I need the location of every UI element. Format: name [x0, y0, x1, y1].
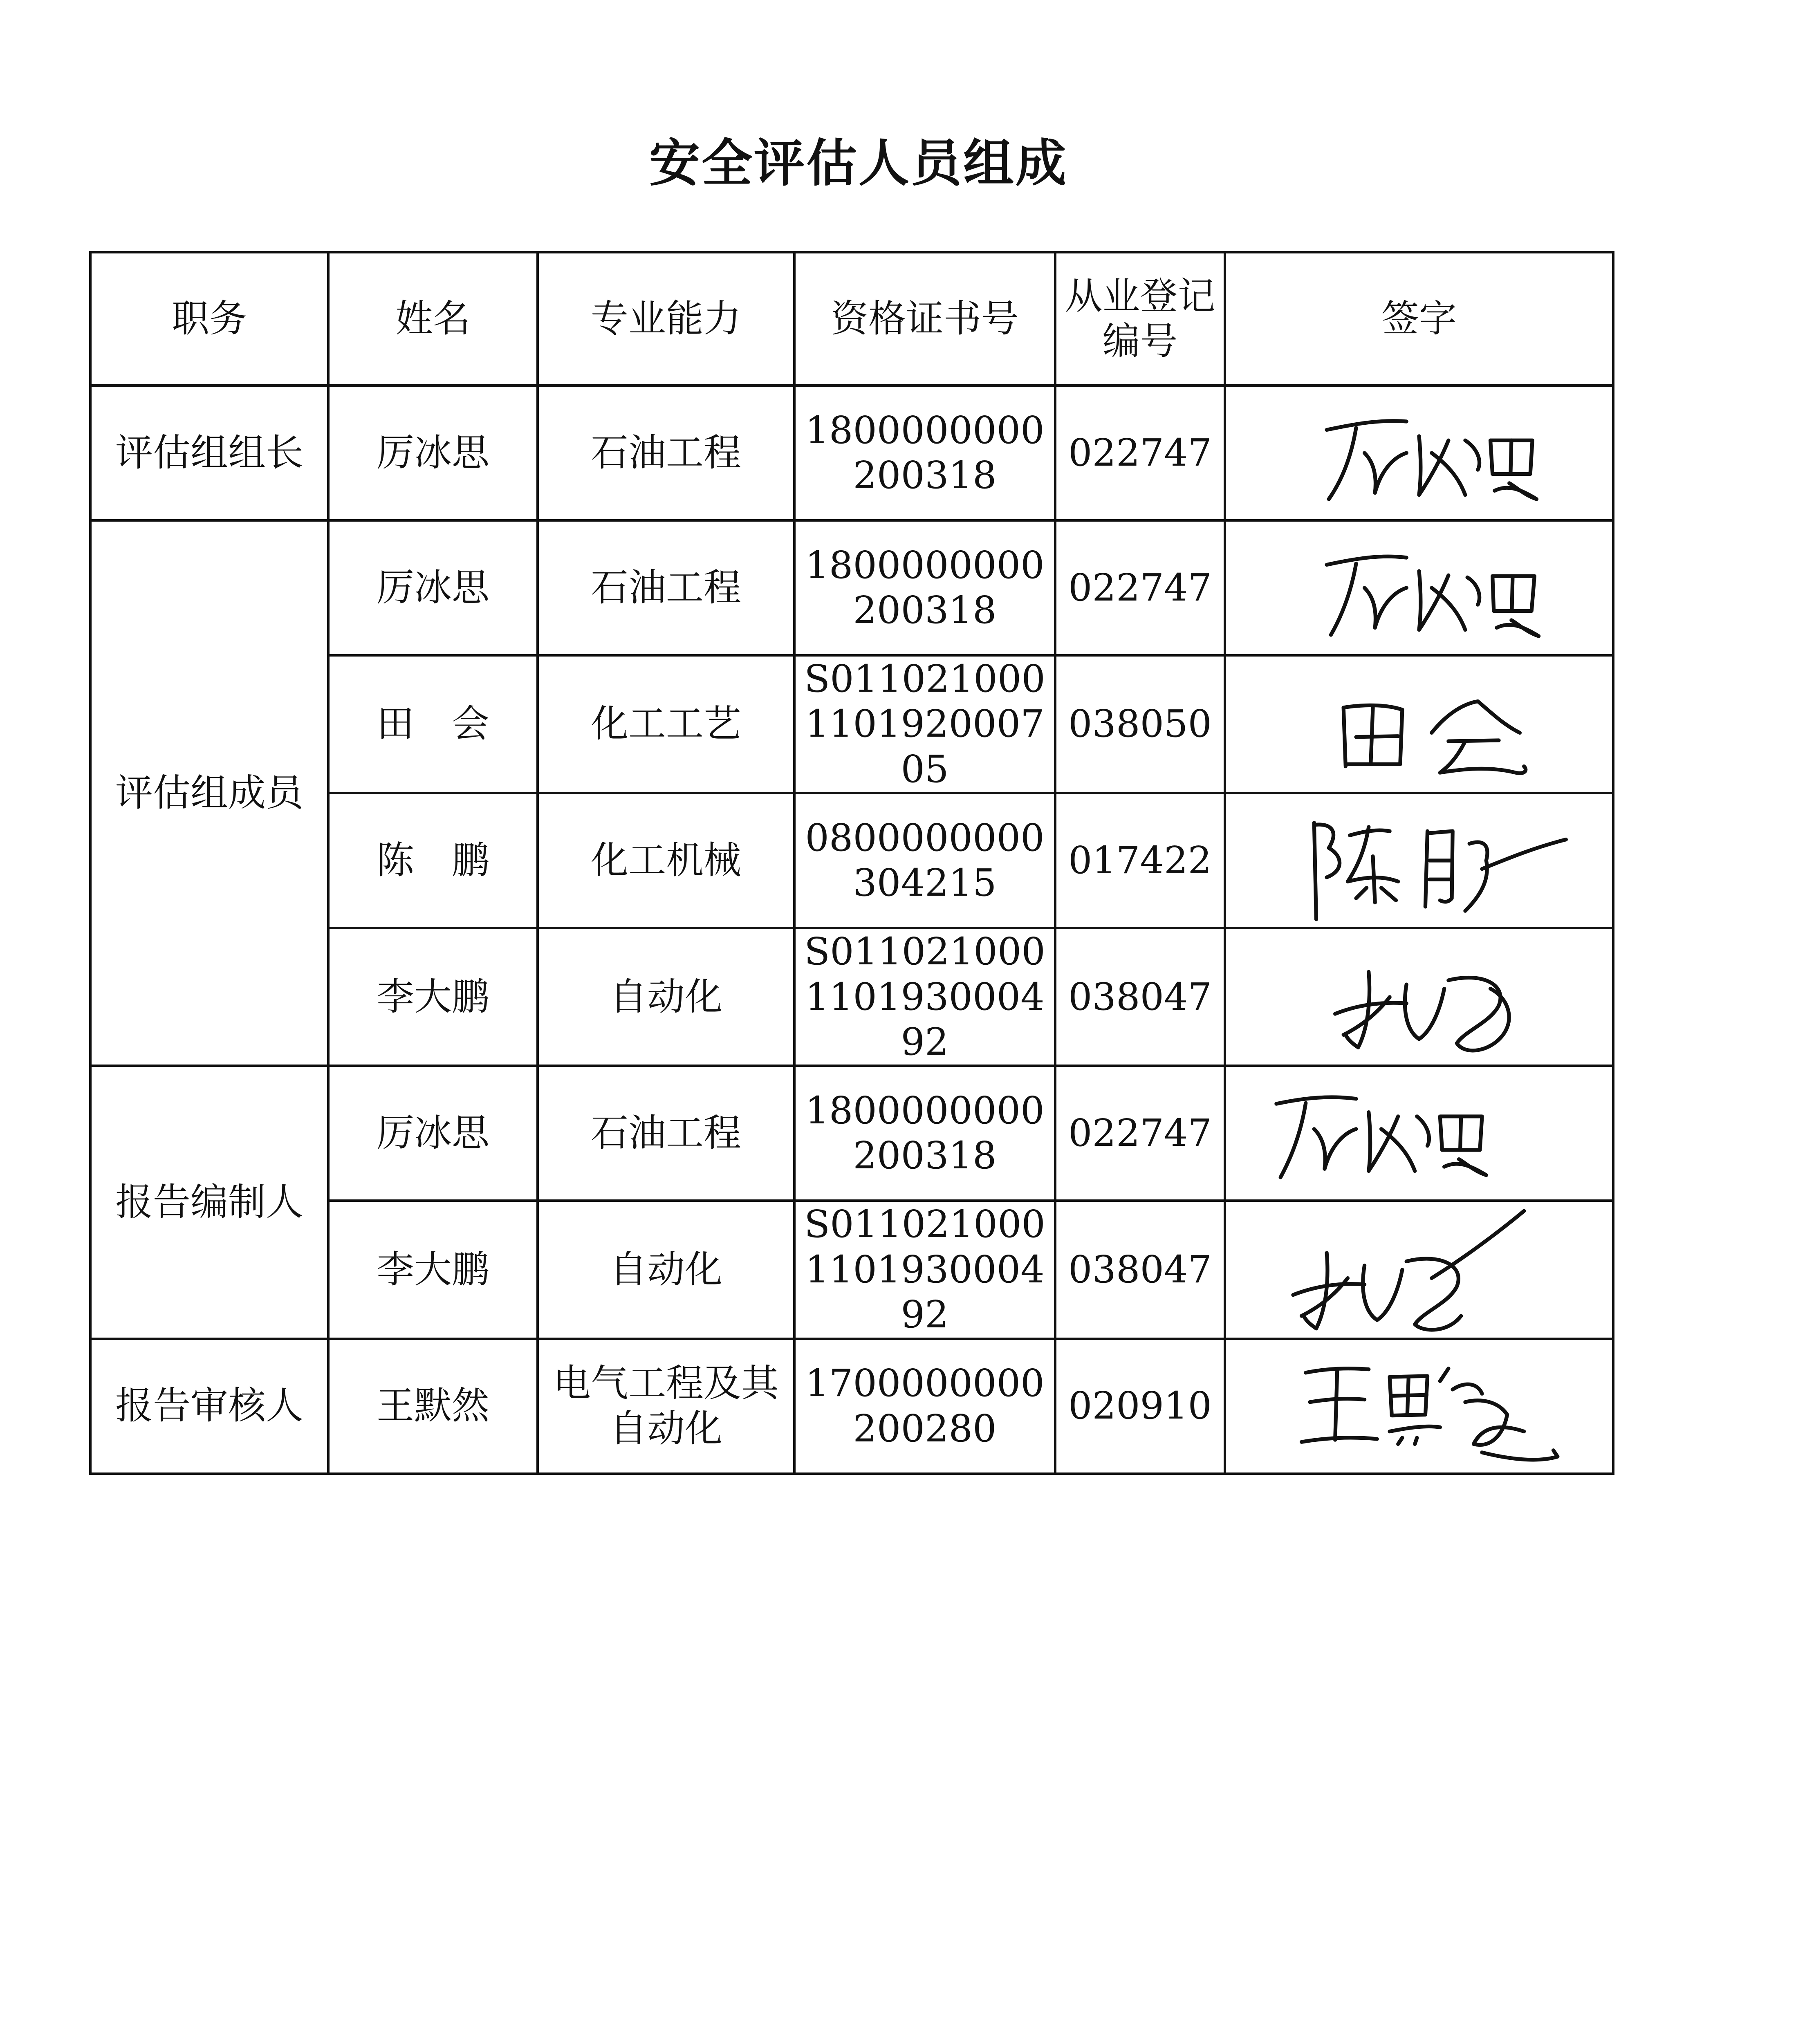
signature-image — [1230, 390, 1608, 516]
name-cell: 王默然 — [328, 1339, 538, 1474]
signature-image — [1230, 1070, 1608, 1197]
name-cell: 田 会 — [328, 655, 538, 793]
name-cell: 厉冰思 — [328, 385, 538, 520]
certificate-cell: 1800000000200318 — [794, 1066, 1055, 1201]
name-cell: 厉冰思 — [328, 1066, 538, 1201]
signature-cell — [1225, 655, 1613, 793]
header-role: 职务 — [90, 252, 328, 385]
signature-cell — [1225, 1066, 1613, 1201]
specialty-cell: 石油工程 — [538, 385, 794, 520]
signature-cell — [1225, 793, 1613, 928]
certificate-cell: 1700000000200280 — [794, 1339, 1055, 1474]
registration-cell: 022747 — [1055, 1066, 1225, 1201]
registration-cell: 022747 — [1055, 520, 1225, 655]
signature-image — [1230, 1206, 1608, 1333]
header-registration: 从业登记编号 — [1055, 252, 1225, 385]
registration-cell: 022747 — [1055, 385, 1225, 520]
signature-image — [1230, 934, 1608, 1060]
name-cell: 陈 鹏 — [328, 793, 538, 928]
name-cell: 厉冰思 — [328, 520, 538, 655]
registration-cell: 020910 — [1055, 1339, 1225, 1474]
specialty-cell: 电气工程及其自动化 — [538, 1339, 794, 1474]
table-row — [90, 520, 1613, 655]
table-row — [90, 1066, 1613, 1201]
header-row — [90, 252, 1613, 385]
header-specialty: 专业能力 — [538, 252, 794, 385]
certificate-cell: 0800000000304215 — [794, 793, 1055, 928]
role-cell: 评估组成员 — [90, 520, 328, 1066]
specialty-cell: 石油工程 — [538, 520, 794, 655]
certificate-cell: 1800000000200318 — [794, 520, 1055, 655]
registration-cell: 017422 — [1055, 793, 1225, 928]
signature-image — [1230, 797, 1608, 924]
role-cell: 报告审核人 — [90, 1339, 328, 1474]
name-cell: 李大鹏 — [328, 1201, 538, 1338]
table-row — [90, 385, 1613, 520]
registration-cell: 038047 — [1055, 928, 1225, 1066]
specialty-cell: 自动化 — [538, 928, 794, 1066]
signature-image — [1230, 661, 1608, 788]
signature-cell — [1225, 520, 1613, 655]
specialty-cell: 化工工艺 — [538, 655, 794, 793]
signature-image — [1230, 1343, 1608, 1470]
registration-cell: 038047 — [1055, 1201, 1225, 1338]
certificate-cell: 1800000000200318 — [794, 385, 1055, 520]
signature-image — [1230, 524, 1608, 651]
signature-cell — [1225, 1339, 1613, 1474]
signature-cell — [1225, 928, 1613, 1066]
certificate-cell: S011021000110193000492 — [794, 1201, 1055, 1338]
specialty-cell: 自动化 — [538, 1201, 794, 1338]
role-cell: 报告编制人 — [90, 1066, 328, 1338]
signature-cell — [1225, 385, 1613, 520]
certificate-cell: S011021000110192000705 — [794, 655, 1055, 793]
role-cell: 评估组组长 — [90, 385, 328, 520]
certificate-cell: S011021000110193000492 — [794, 928, 1055, 1066]
table-row — [90, 1339, 1613, 1474]
page-title: 安全评估人员组成 — [649, 134, 1068, 193]
registration-cell: 038050 — [1055, 655, 1225, 793]
header-name: 姓名 — [328, 252, 538, 385]
specialty-cell: 化工机械 — [538, 793, 794, 928]
header-signature: 签字 — [1225, 252, 1613, 385]
signature-cell — [1225, 1201, 1613, 1338]
staff-table — [89, 251, 1614, 1475]
specialty-cell: 石油工程 — [538, 1066, 794, 1201]
name-cell: 李大鹏 — [328, 928, 538, 1066]
header-certificate: 资格证书号 — [794, 252, 1055, 385]
